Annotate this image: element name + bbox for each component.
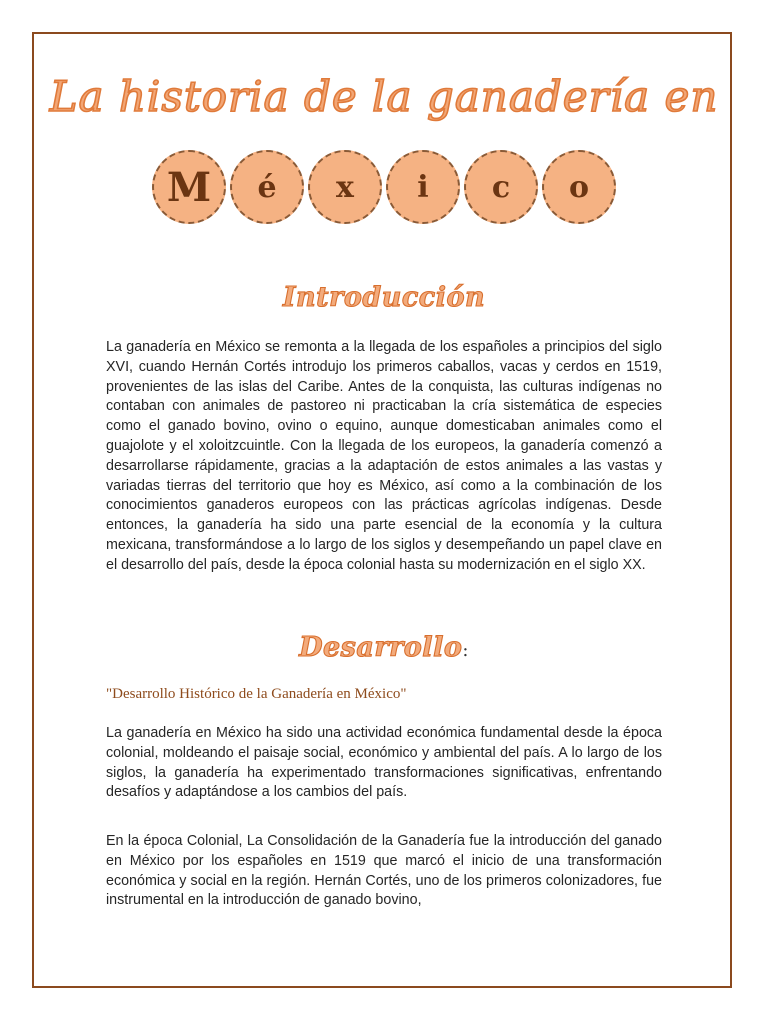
document-title: La historia de la ganadería en bbox=[49, 72, 719, 121]
development-heading-colon: : bbox=[462, 640, 469, 661]
introduction-heading: Introducción bbox=[282, 282, 486, 313]
letter-circle-e: é bbox=[230, 150, 304, 224]
title-letter-circles bbox=[0, 150, 768, 224]
development-paragraph-2: En la época Colonial, La Consolidación de la Ganadería fue la introducción del ganado en México por los españoles en 1519 que marcó el inicio de una transformación económica y social en la región. Hernán Cortés, uno de los primeros colonizadores, fue instrumental en la introducción de ganado bovino, bbox=[106, 833, 662, 909]
letter-circle-m: M bbox=[152, 150, 226, 224]
letter-circle-o: o bbox=[542, 150, 616, 224]
letter-circle-x: x bbox=[308, 150, 382, 224]
development-subheading: "Desarrollo Histórico de la Ganadería en México" bbox=[106, 686, 407, 702]
development-heading bbox=[0, 632, 768, 663]
development-heading-text: Desarrollo bbox=[299, 632, 463, 663]
letter-circle-i: i bbox=[386, 150, 460, 224]
introduction-paragraph: La ganadería en México se remonta a la llegada de los españoles a principios del siglo XVI, cuando Hernán Cortés introdujo los primeros caballos, vacas y cerdos en 1519, provenientes de las islas del Caribe. Antes de la conquista, las culturas indígenas no contaban con animales de pastoreo ni practicaban la cría sistemática de especies como el ganado bovino, ovino o equino, aunque domesticaban animales como el guajolote y el xoloitzcuintle. Con la llegada de los europeos, la ganadería comenzó a desarrollarse rápidamente, gracias a la adaptación de estos animales a las vastas y variadas tierras del territorio que hoy es México, así como a la combinación de los conocimientos ganaderos europeos con las prácticas agrícolas indígenas. Desde entonces, la ganadería ha sido una parte esencial de la economía y la cultura mexicana, transformándose a lo largo de los siglos y desempeñando un papel clave en el desarrollo del país, desde la época colonial hasta su modernización en el siglo XX. bbox=[106, 339, 662, 573]
development-paragraph-1: La ganadería en México ha sido una actividad económica fundamental desde la época colonial, moldeando el paisaje social, económico y ambiental del país. A lo largo de los siglos, la ganadería ha experimentado transformaciones significativas, enfrentando desafíos y adaptándose a los cambios del país. bbox=[106, 725, 662, 801]
letter-circle-c: c bbox=[464, 150, 538, 224]
